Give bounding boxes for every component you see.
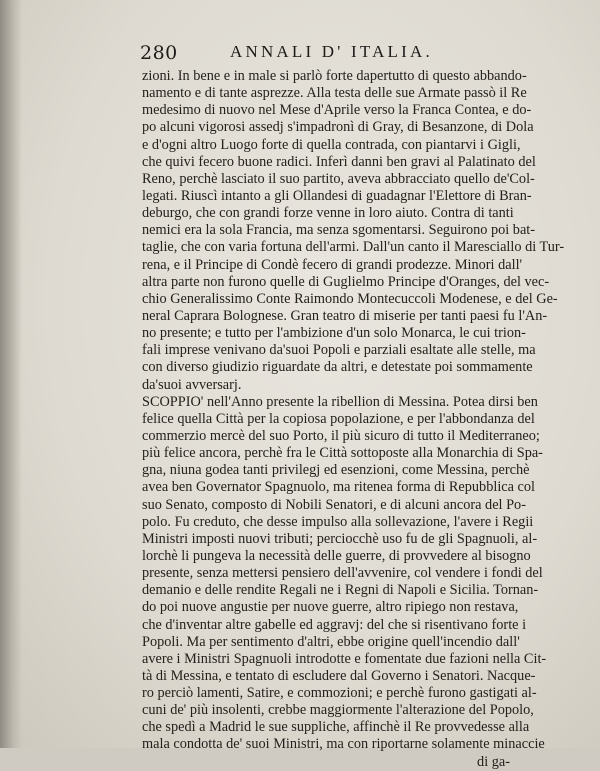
text-line: nemici era la sola Francia, ma senza sgomentarsi. Seguirono poi bat- [142,222,536,239]
text-line: tà di Messina, e tentato di escludere dal Governo i Senatori. Nacque- [142,667,536,684]
text-line: deburgo, che con grandi forze venne in loro aiuto. Contra di tanti [142,205,514,222]
text-line: commerzio mercè del suo Porto, il più sicuro di tutto il Mediterraneo; [142,427,540,444]
text-line: do poi nuove angustie per nuove guerre, altro ripiego non restava, [142,599,519,616]
text-line: po alcuni vigorosi assedj s'impadronì di Gray, di Besanzone, di Dola [142,119,534,136]
text-line: chio Generalissimo Conte Raimondo Montecuccoli Modenese, e del Ge- [142,290,558,307]
text-line: zioni. In bene e in male si parlò forte dapertutto di questo abbando- [142,68,527,84]
page-number: 280 [140,42,178,64]
body-text [142,68,565,771]
running-title: ANNALI D' ITALIA. [230,42,433,61]
text-line: da'suoi avversarj. [142,376,242,393]
text-line: felice quella Città per la copiosa popolazione, e per l'abbondanza del [142,410,535,427]
text-line: più felice ancora, perchè fra le Città sottoposte alla Monarchia di Spa- [142,445,543,462]
text-line: che quivi fecero buone radici. Inferì danni ben gravi al Palatinato del [142,153,536,170]
text-line: mala condotta de' suoi Ministri, ma con riportarne solamente minaccie [142,736,545,753]
text-line: taglie, che con varia fortuna dell'armi. Dall'un canto il Maresciallo di Tur- [142,239,565,256]
text-line: demanio e delle rendite Regali ne i Regni di Napoli e Sicilia. Tornan- [142,582,539,599]
text-line: polo. Fu creduto, che desse impulso alla sollevazione, l'avere i Regii [142,513,534,530]
text-line: e d'ogni altro Luogo forte di quella contrada, con piantarvi i Gigli, [142,136,521,153]
text-line: con diverso giudizio riguardate da altri, e detestate poi sommamente [142,359,533,376]
text-line: che spedì a Madrid le sue suppliche, affinchè il Re provvedesse alla [142,719,530,736]
text-line: medesimo di nuovo nel Mese d'Aprile verso la Franca Contea, e do- [142,102,532,119]
text-line: gna, niuna godea tanti privilegj ed esenzioni, come Messina, perchè [142,462,530,479]
text-line: Popoli. Ma per sentimento d'altri, ebbe origine quell'incendio dall' [142,633,520,650]
text-line: cuni de' più insolenti, crebbe maggiormente l'alterazione del Popolo, [142,702,534,719]
text-line: Ministri imposti nuovi tributi; perciocchè uso fu de gli Spagnuoli, al- [142,530,538,547]
text-line: namento e di tante asprezze. Alla testa delle sue Armate passò il Re [142,85,527,102]
text-line: SCOPPIO' nell'Anno presente la ribellion di Messina. Potea dirsi ben [142,393,538,410]
text-line: di ga- [477,753,510,770]
text-line: neral Caprara Bolognese. Gran teatro di miserie per tanti paesi fu l'An- [142,307,548,324]
text-line: presente, senza mettersi pensiero dell'avvenire, col vendere i fondi del [142,565,543,582]
text-line: fali imprese venivano da'suoi Popoli e parziali esaltate alle stelle, ma [142,342,536,359]
text-line: ro perciò lamenti, Satire, e commozioni; e perchè furono gastigati al- [142,685,537,702]
page-header [140,42,500,66]
text-line: altra parte non furono quelle di Guglielmo Principe d'Oranges, del vec- [142,273,550,290]
paragraph-1 [142,68,565,394]
page-gutter-shadow [0,0,22,748]
text-line: che d'inventar altre gabelle ed aggravj: del che si risentivano forte i [142,616,527,633]
text-line: avea ben Governator Spagnuolo, ma ritenea forma di Repubblica col [142,479,536,496]
text-line: legati. Riuscì intanto a gli Ollandesi di guadagnar l'Elettore di Bran- [142,187,532,204]
text-line: suo Senato, composto di Nobili Senatori, e di alcuni ancora del Po- [142,496,526,513]
text-line: Reno, perchè lasciato il suo partito, aveva abbracciato quello de'Col- [142,170,535,187]
text-line: no presente; e tutto per l'ambizione d'un solo Monarca, le cui trion- [142,325,526,342]
text-line: avere i Ministri Spagnuoli introdotte e fomentate due fazioni nella Cit- [142,650,547,667]
text-line: lorchè li pungeva la necessità delle guerre, di provvedere al bisogno [142,547,531,564]
text-line: rena, e il Principe di Condè fecero di grandi prodezze. Minori dall' [142,256,523,273]
paragraph-2 [142,394,550,771]
